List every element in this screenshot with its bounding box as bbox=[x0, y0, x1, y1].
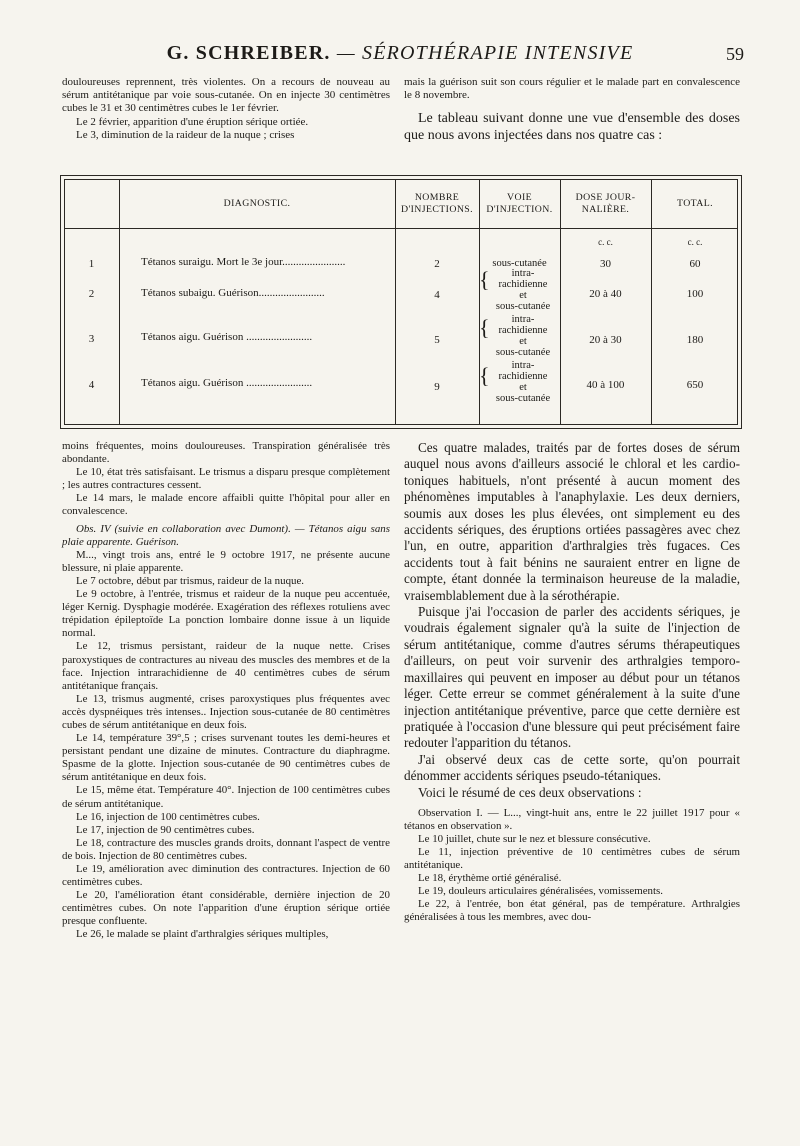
row-diagnostic: Tétanos aigu. Guérison ........................ bbox=[141, 331, 313, 343]
main-text bbox=[404, 440, 740, 801]
row-diagnostic: Tétanos aigu. Guérison ........................ bbox=[141, 377, 313, 389]
header-total: TOTAL. bbox=[677, 198, 713, 209]
row-total: 100 bbox=[686, 288, 704, 300]
page-number: 59 bbox=[726, 44, 744, 64]
header-dose-line1: DOSE JOUR- bbox=[575, 192, 636, 203]
row-voie-line: sous-cutanée bbox=[495, 347, 551, 358]
paragraph: Le 17, injection de 90 centimètres cubes. bbox=[76, 823, 255, 836]
row-diagnostic: Tétanos suraigu. Mort le 3e jour....................... bbox=[141, 256, 346, 268]
row-voie: sous-cutanée bbox=[492, 258, 547, 269]
paragraph: Le 20, l'amélioration étant considérable, dernière injection de 20 centimètres cubes. On note l'apparition d'une éruption sérique ortiée presque confluente. bbox=[62, 889, 390, 928]
paragraph: Le 22, à l'entrée, bon état général, pas de température. Arthralgies généralisées à tous les membres, avec dou- bbox=[404, 897, 740, 923]
paragraph: moins fréquentes, moins douloureuses. Transpiration généralisée très abondante. bbox=[62, 440, 390, 466]
paragraph: Voici le résumé de ces deux observations : bbox=[418, 784, 642, 800]
paragraph: Le 9 octobre, à l'entrée, trismus et raideur de la nuque peu accentuée, léger Kernig. Dysphagie modérée. Exagération des réflexes rotuliens avec trépidation épileptoïde La ponction lombaire donne issue à un liquide normal. bbox=[62, 588, 390, 640]
brace-left: { bbox=[479, 315, 490, 340]
row-number: 2 bbox=[88, 288, 95, 300]
paragraph: Le 2 février, apparition d'une éruption sérique ortiée. bbox=[76, 115, 309, 128]
header-nombre-line2: D'INJECTIONS. bbox=[400, 204, 473, 215]
header-nombre-line1: NOMBRE bbox=[414, 192, 460, 203]
header-voie-line2: D'INJECTION. bbox=[486, 204, 553, 215]
row-nombre: 5 bbox=[434, 334, 440, 346]
row-voie-line: intra- bbox=[511, 314, 535, 325]
paragraph: Le 19, douleurs articulaires généralisées, vomissements. bbox=[418, 884, 663, 897]
row-voie-line: et bbox=[519, 336, 527, 347]
paragraph: Le 16, injection de 100 centimètres cubes. bbox=[76, 810, 260, 823]
paragraph: Observation I. — L..., vingt-huit ans, entre le 22 juillet 1917 pour « tétanos en observation ». bbox=[404, 806, 740, 832]
row-voie bbox=[486, 268, 560, 312]
total-unit: c. c. bbox=[687, 237, 703, 247]
row-dose: 40 à 100 bbox=[586, 379, 625, 391]
header-author: G. SCHREIBER. bbox=[166, 42, 331, 64]
paragraph: J'ai observé deux cas de cette sorte, qu'on pourrait dénommer accidents sériques pseudo-tétaniques. bbox=[404, 751, 740, 784]
row-dose: 20 à 40 bbox=[589, 288, 622, 300]
row-total: 650 bbox=[686, 379, 704, 391]
row-voie-line: intra- bbox=[511, 268, 535, 279]
paragraph: Le 18, contracture des muscles grands droits, donnant l'aspect de ventre de bois. Injection de 80 centimètres cubes. bbox=[62, 836, 390, 862]
observation-heading: Obs. IV (suivie en collaboration avec Dumont). — Tétanos aigu sans plaie apparente. Guérison. bbox=[62, 522, 390, 548]
header-voie-line1: VOIE bbox=[507, 192, 532, 203]
paragraph: Le 18, érythème ortié généralisé. bbox=[418, 871, 562, 884]
row-voie-line: rachidienne bbox=[498, 371, 548, 382]
row-number: 4 bbox=[88, 379, 95, 391]
observation-text bbox=[404, 807, 740, 924]
header-diagnostic: DIAGNOSTIC. bbox=[223, 198, 291, 209]
top-right-column bbox=[404, 76, 740, 144]
paragraph: Le 14 mars, le malade encore affaibli quitte l'hôpital pour aller en convalescence. bbox=[62, 492, 390, 518]
paragraph: Ces quatre malades, traités par de fortes doses de sérum auquel nous avons d'ailleurs associé le chloral et les cardio-toniques habituels, n'ont présenté à aucun moment des phénomènes imputables à l'anaphylaxie. Les deux derniers, soumis aux doses les plus élevées, ont simplement eu des accidents sériques, des éruptions ortiées passagères avec chez l'un, en outre, apparition d'arthralgies très fugaces. Ces accidents tout à fait bénins ne sauraient entrer en ligne de compte, étant donnée la terminaison heureuse de la maladie, vraisemblablement due à la sérothérapie. bbox=[404, 440, 740, 603]
paragraph: mais la guérison suit son cours régulier et le malade part en convalescence le 8 novembre. bbox=[404, 76, 740, 102]
paragraph: Le 10, état très satisfaisant. Le trismus a disparu presque complètement ; les autres contractures cessent. bbox=[62, 466, 390, 492]
paragraph: M..., vingt trois ans, entré le 9 octobre 1917, ne présente aucune blessure, ni plaie apparente. bbox=[62, 548, 390, 574]
brace-left: { bbox=[479, 267, 490, 292]
paragraph: Le 14, température 39°,5 ; crises survenant toutes les demi-heures et persistant pendant une dizaine de minutes. Contracture du diaphragme. Spasme de la glotte. Injection sous-cutanée de 90 centimètres cubes de sérum antitétanique en deux fois. bbox=[62, 732, 390, 784]
row-voie-line: rachidienne bbox=[498, 325, 548, 336]
paragraph: douloureuses reprennent, très violentes. On a recours de nouveau au sérum antitétanique par voie sous-cutanée. On en injecte 30 centimètres cubes le 31 et 30 centimètres cubes le 1er février. bbox=[62, 76, 390, 115]
row-total: 60 bbox=[689, 258, 701, 270]
paragraph: Le 26, le malade se plaint d'arthralgies sériques multiples, bbox=[76, 928, 329, 941]
bottom-right-column bbox=[404, 440, 740, 924]
row-nombre: 2 bbox=[434, 258, 440, 270]
row-number: 3 bbox=[88, 333, 95, 345]
row-voie-line: rachidienne bbox=[498, 279, 548, 290]
header-nombre bbox=[395, 184, 479, 224]
brace-left: { bbox=[479, 363, 490, 388]
paragraph: Puisque j'ai l'occasion de parler des accidents sériques, je voudrais également signaler qu'à la suite de l'injection de sérum antitétanique, comme d'autres sérums thérapeutiques d'ailleurs, on peut voir survenir des arthralgies temporo-maxillaires qui peuvent en imposer au début pour un tétanos léger. Cette erreur se commet généralement à la suite d'une injection antitétanique préventive, parce que cette dernière est pratiquée à l'occasion d'une blessure qui peut précisément faire redouter l'apparition du tétanos. bbox=[404, 604, 740, 751]
header-dose bbox=[560, 184, 651, 224]
doses-table bbox=[60, 175, 742, 429]
paragraph: Le tableau suivant donne une vue d'ensemble des doses que nous avons injectées dans nos quatre cas : bbox=[404, 111, 740, 144]
paragraph: Le 15, même état. Température 40°. Injection de 100 centimètres cubes de sérum antitétanique. bbox=[62, 784, 390, 810]
page-header bbox=[0, 40, 800, 70]
top-left-column bbox=[62, 76, 390, 142]
row-dose: 20 à 30 bbox=[589, 334, 622, 346]
paragraph: Le 7 octobre, début par trismus, raideur de la nuque. bbox=[76, 574, 305, 587]
row-voie-line: et bbox=[519, 290, 527, 301]
paragraph: Le 10 juillet, chute sur le nez et blessure consécutive. bbox=[418, 832, 651, 845]
header-dash: — bbox=[336, 42, 356, 64]
dose-unit: c. c. bbox=[598, 237, 613, 247]
row-voie bbox=[486, 314, 560, 358]
header-voie bbox=[479, 184, 560, 224]
running-title bbox=[120, 42, 680, 65]
row-voie-line: et bbox=[519, 382, 527, 393]
row-voie-line: sous-cutanée bbox=[495, 301, 551, 312]
row-number: 1 bbox=[88, 258, 95, 270]
paragraph: Le 13, trismus augmenté, crises paroxystiques plus fréquentes avec accès dyspnéiques très intenses.. Injection sous-cutanée de 80 centimètres cubes de sérum antitétanique en deux fois. bbox=[62, 692, 390, 731]
header-title: SÉROTHÉRAPIE INTENSIVE bbox=[362, 42, 634, 64]
row-diagnostic: Tétanos subaigu. Guérison........................ bbox=[141, 287, 325, 299]
paragraph: Le 11, injection préventive de 10 centimètres cubes de sérum antitétanique. bbox=[404, 845, 740, 871]
paragraph: Le 3, diminution de la raideur de la nuque ; crises bbox=[76, 128, 295, 141]
row-nombre: 9 bbox=[434, 381, 440, 393]
row-voie-line: sous-cutanée bbox=[495, 393, 551, 404]
row-voie bbox=[486, 360, 560, 404]
paragraph: Le 12, trismus persistant, raideur de la nuque nette. Crises paroxystiques de contractures au niveau des muscles des membres et de la face. Injection intrarachidienne de 40 centimètres cubes de sérum antitétanique français. bbox=[62, 640, 390, 692]
table-header-divider bbox=[64, 228, 738, 229]
row-total: 180 bbox=[686, 334, 704, 346]
paragraph: Le 19, amélioration avec diminution des contractures. Injection de 60 centimètres cubes. bbox=[62, 863, 390, 889]
row-voie-line: intra- bbox=[511, 360, 535, 371]
row-nombre: 4 bbox=[434, 289, 440, 301]
row-dose: 30 bbox=[600, 258, 611, 270]
bottom-left-column bbox=[62, 440, 390, 942]
header-dose-line2: NALIÈRE. bbox=[581, 204, 630, 215]
